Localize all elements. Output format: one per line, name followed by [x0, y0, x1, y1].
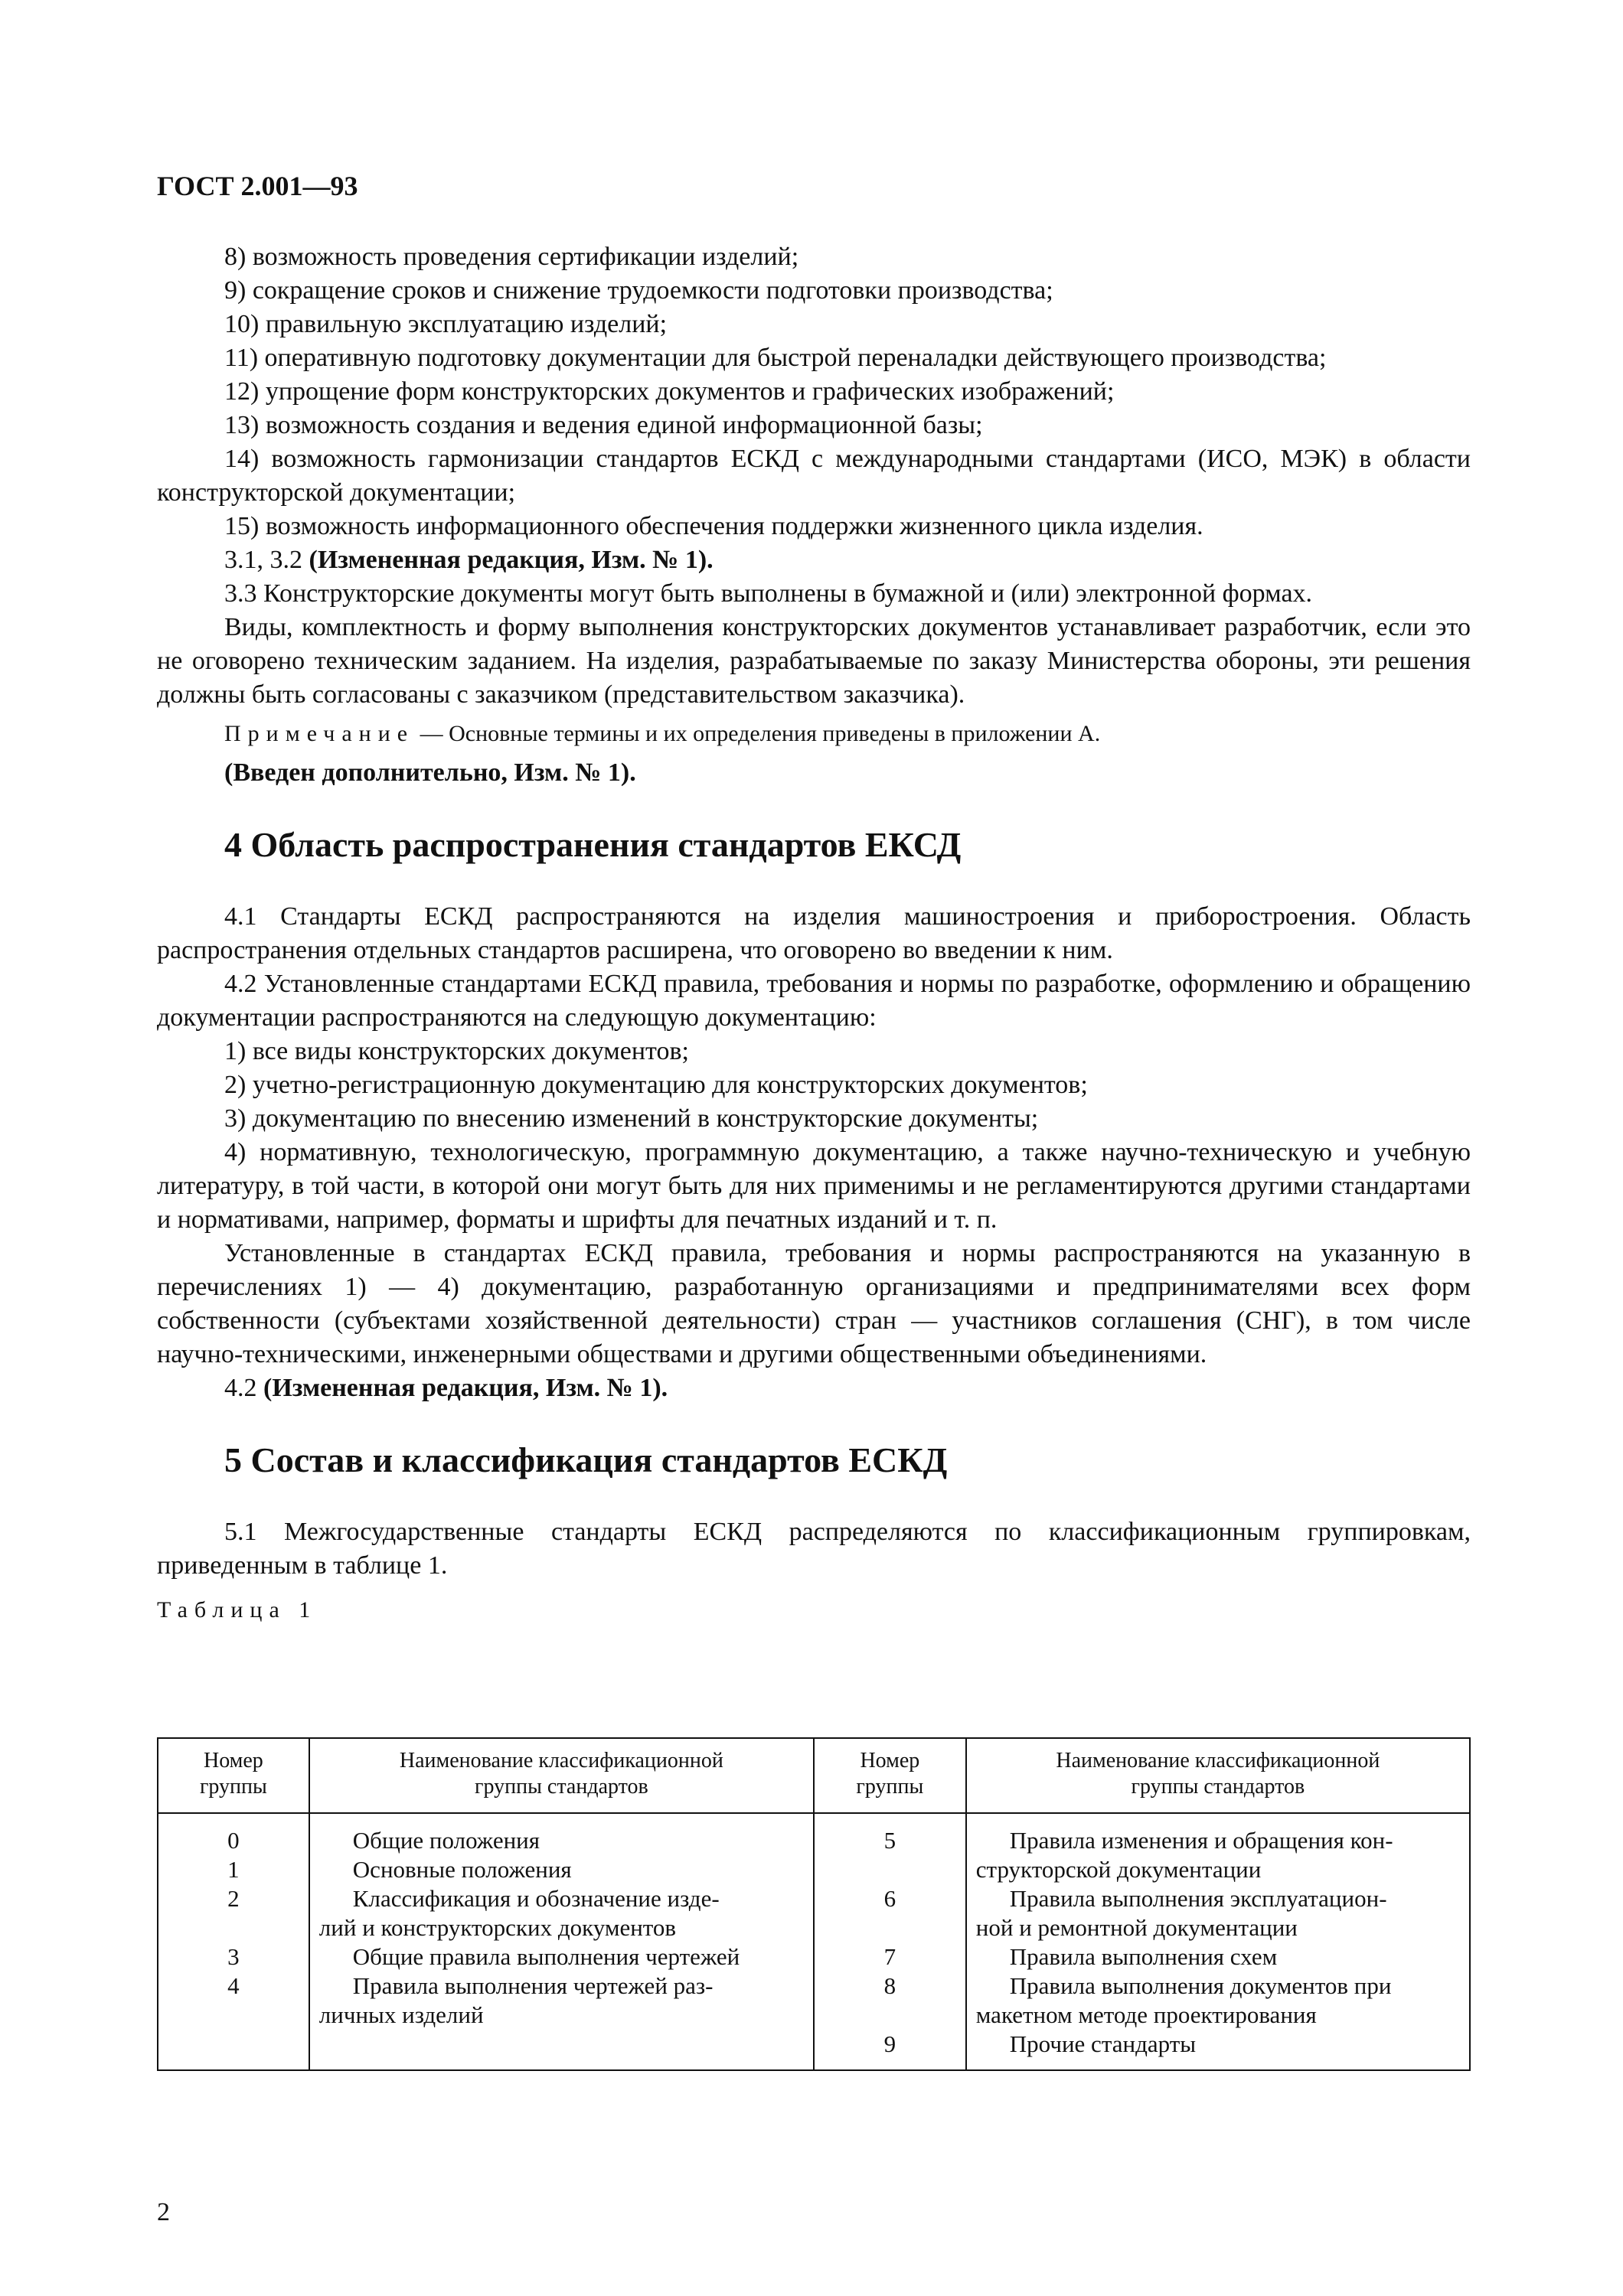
group-number: 3 [227, 1943, 240, 1970]
note [157, 716, 1471, 752]
list-item: 8) возможность проведения сертификации изделий; [224, 243, 799, 271]
amendment-ref: 3.1, 3.2 [224, 546, 302, 574]
classification-table [157, 1737, 1471, 2071]
introduced-note: (Введен дополнительно, Изм. № 1). [224, 758, 636, 787]
amendment-text: (Измененная редакция, Изм. № 1). [263, 1374, 668, 1402]
amendment-note [157, 1371, 1471, 1405]
note-text: — Основные термины и их определения приведены в приложении А. [414, 721, 1101, 746]
list-item: 1) все виды конструкторских документов; [224, 1037, 689, 1065]
group-number: 1 [227, 1856, 240, 1883]
group-name-column [966, 1813, 1470, 2070]
list-item: 3) документацию по внесению изменений в конструкторские документы; [224, 1104, 1039, 1133]
group-name-column [309, 1813, 814, 2070]
group-number: 5 [883, 1827, 896, 1854]
group-name: структорской документации [975, 1856, 1262, 1883]
list-item: 11) оперативную подготовку документации для быстрой переналадки действующего производства; [224, 344, 1327, 372]
paragraph-4-1: 4.1 Стандарты ЕСКД распространяются на изделия машиностроения и приборостроения. Область распространения отдельных стандартов расширена, что оговорено во введении к ним. [157, 902, 1471, 964]
group-name: Основные положения [352, 1856, 572, 1883]
list-item: 15) возможность информационного обеспечения поддержки жизненного цикла изделия. [224, 512, 1203, 540]
list-item: 4) нормативную, технологическую, программную документацию, а также научно-техническую и учебную литературу, в той части, в которой они могут быть для них применимы и не регламентируются другими стандартами и нормативами, например, форматы и шрифты для печатных изданий и т. п. [157, 1138, 1471, 1234]
group-name: Общие положения [352, 1827, 540, 1854]
note-label: Примечание [224, 721, 415, 746]
group-number: 7 [883, 1943, 896, 1970]
list-item: 9) сокращение сроков и снижение трудоемкости подготовки производства; [224, 276, 1053, 305]
group-number [168, 1913, 299, 1942]
group-name: Прочие стандарты [1009, 2030, 1197, 2057]
document-body [157, 240, 1471, 1627]
group-name: Правила выполнения чертежей раз- [352, 1972, 714, 1999]
list-item: 12) упрощение форм конструкторских документов и графических изображений; [224, 377, 1115, 406]
group-number: 4 [227, 1972, 240, 1999]
group-number [824, 1855, 956, 1884]
table-header-row [158, 1738, 1470, 1813]
group-number: 0 [227, 1827, 240, 1854]
column-header-number: Номер группы [158, 1738, 309, 1813]
paragraph-5-1: 5.1 Межгосударственные стандарты ЕСКД распределяются по классификационным группировкам, приведенным в таблице 1. [157, 1518, 1471, 1580]
document-header: ГОСТ 2.001—93 [157, 171, 358, 201]
section-4-title: 4 Область распространения стандартов ЕКСД [224, 825, 962, 864]
group-number-column [814, 1813, 966, 2070]
list-item: 14) возможность гармонизации стандартов ЕСКД с международными стандартами (ИСО, МЭК) в области конструкторской документации; [157, 445, 1471, 507]
group-number [824, 2001, 956, 2030]
column-header-name: Наименование классификационной группы стандартов [309, 1738, 814, 1813]
table-row [158, 1813, 1470, 2070]
group-name: макетном методе проектирования [975, 2001, 1317, 2028]
paragraph-3-3-continued: Виды, комплектность и форму выполнения конструкторских документов устанавливает разработчик, если это не оговорено техническим заданием. На изделия, разрабатываемые по заказу Министерства обороны, эти решения должны быть согласованы с заказчиком (представительством заказчика). [157, 613, 1471, 709]
amendment-ref: 4.2 [224, 1374, 257, 1402]
group-name: Правила выполнения схем [1009, 1943, 1278, 1970]
group-number-column [158, 1813, 309, 2070]
group-name: Правила выполнения эксплуатацион- [1009, 1885, 1387, 1912]
amendment-text: (Измененная редакция, Изм. № 1). [309, 546, 714, 574]
group-name: лий и конструкторских документов [318, 1914, 677, 1941]
group-number [168, 2001, 299, 2030]
group-number: 9 [883, 2030, 896, 2057]
paragraph-3-3: 3.3 Конструкторские документы могут быть выполнены в бумажной и (или) электронной формах. [224, 579, 1313, 608]
group-name: Общие правила выполнения чертежей [352, 1943, 740, 1970]
column-header-name: Наименование классификационной группы стандартов [966, 1738, 1470, 1813]
section-5-title: 5 Состав и классификация стандартов ЕСКД [224, 1440, 948, 1479]
list-item: 2) учетно-регистрационную документацию для конструкторских документов; [224, 1071, 1088, 1099]
group-number: 6 [883, 1885, 896, 1912]
table-caption: Таблица 1 [157, 1597, 318, 1623]
list-item: 13) возможность создания и ведения единой информационной базы; [224, 411, 983, 439]
group-name: Классификация и обозначение изде- [352, 1885, 720, 1912]
group-name: личных изделий [318, 2001, 484, 2028]
column-header-number: Номер группы [814, 1738, 966, 1813]
page-number: 2 [157, 2198, 170, 2226]
group-name: Правила изменения и обращения кон- [1009, 1827, 1393, 1854]
amendment-note [157, 543, 1471, 577]
group-number [824, 1913, 956, 1942]
paragraph-4-2-continued: Установленные в стандартах ЕСКД правила, требования и нормы распространяются на указанную в перечислениях 1) — 4) документацию, разработанную организациями и предпринимателями всех форм собственности (субъектами хозяйственной деятельности) стран — участников соглашения (СНГ), в том числе научно-техническими, инженерными обществами и другими общественными объединениями. [157, 1239, 1471, 1368]
list-item: 10) правильную эксплуатацию изделий; [224, 310, 668, 338]
group-name: ной и ремонтной документации [975, 1914, 1298, 1941]
group-name: Правила выполнения документов при [1009, 1972, 1392, 1999]
paragraph-4-2: 4.2 Установленные стандартами ЕСКД правила, требования и нормы по разработке, оформлению и обращению документации распространяются на следующую документацию: [157, 970, 1471, 1032]
group-number: 2 [227, 1885, 240, 1912]
group-number: 8 [883, 1972, 896, 1999]
